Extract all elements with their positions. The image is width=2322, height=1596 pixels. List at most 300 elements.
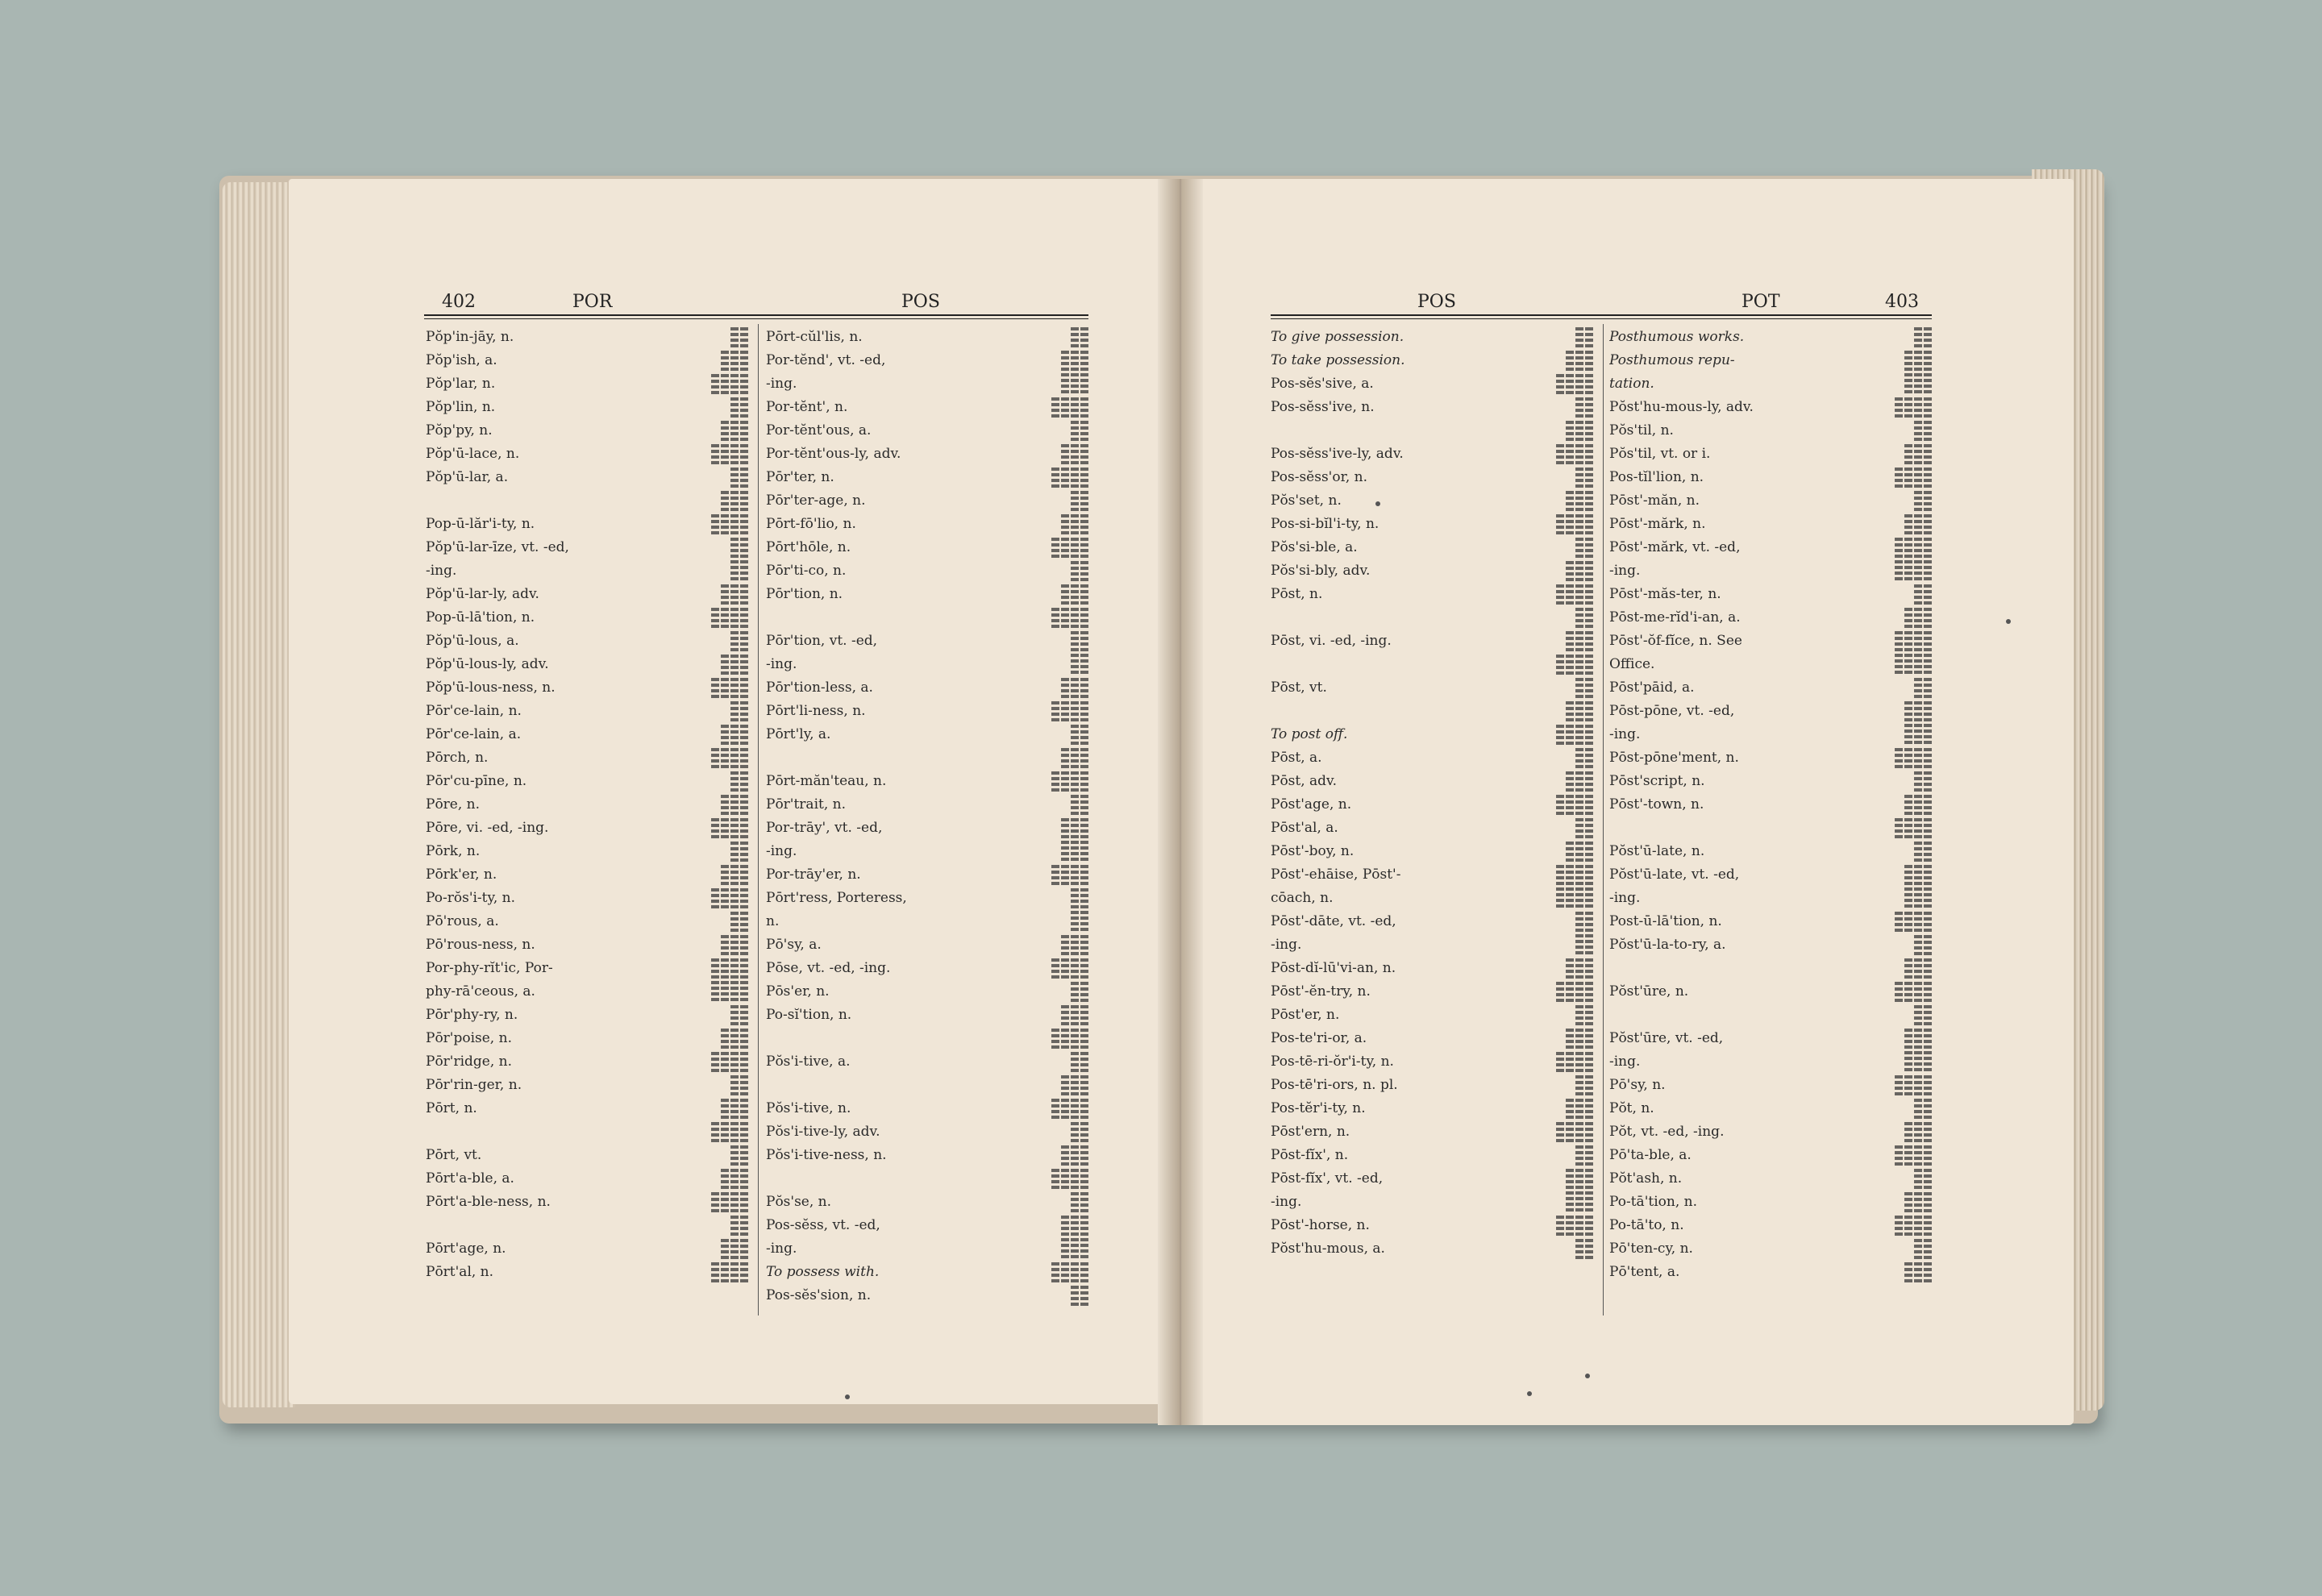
- gloss-column-mark: [1904, 818, 1912, 840]
- gloss-column-mark: [740, 351, 748, 372]
- japanese-gloss-graphic: [730, 840, 748, 863]
- japanese-gloss-graphic: [721, 933, 748, 957]
- gloss-column-mark: [1924, 327, 1932, 349]
- headword: Pōst'-boy, n.: [1271, 843, 1354, 859]
- japanese-gloss-graphic: [1904, 349, 1932, 396]
- header-rule: [1271, 314, 1932, 319]
- gloss-column-mark: [1575, 982, 1583, 1004]
- japanese-gloss-graphic: [1071, 980, 1088, 1004]
- headword: Po-sĭ'tion, n.: [766, 1007, 852, 1023]
- gloss-column-mark: [1904, 748, 1912, 770]
- dictionary-entry: [766, 1284, 1088, 1307]
- gloss-column-mark: [1924, 1099, 1932, 1120]
- gloss-column-mark: [1556, 795, 1564, 817]
- gloss-column-mark: [1895, 631, 1903, 676]
- gloss-column-mark: [721, 818, 729, 840]
- headword: Pŏs'til, n.: [1609, 422, 1674, 438]
- gloss-column-mark: [1566, 1216, 1574, 1237]
- dictionary-entry: [426, 700, 748, 723]
- dictionary-entry: [1609, 817, 1932, 840]
- gloss-column-mark: [1051, 468, 1059, 489]
- gloss-column-mark: [721, 584, 729, 606]
- japanese-gloss-graphic: [1071, 1284, 1088, 1307]
- dictionary-entry: [1609, 957, 1932, 980]
- gloss-column-mark: [1575, 1122, 1583, 1144]
- gloss-column-mark: [721, 1052, 729, 1074]
- dictionary-entry: [766, 1144, 1088, 1167]
- gloss-column-mark: [1071, 1145, 1079, 1167]
- gloss-column-mark: [1585, 561, 1593, 583]
- gloss-column-mark: [1080, 1286, 1088, 1307]
- gloss-column-mark: [1575, 958, 1583, 980]
- japanese-gloss-graphic: [1051, 1167, 1088, 1191]
- headword: Por-tĕnd', vt. -ed, -ing.: [766, 352, 886, 392]
- japanese-gloss-graphic: [721, 349, 748, 372]
- gloss-column-mark: [1051, 771, 1059, 793]
- headword: Pōst-me-rĭd'i-an, a.: [1609, 609, 1741, 626]
- headword: Pŏt'ash, n.: [1609, 1170, 1683, 1187]
- japanese-gloss-graphic: [1556, 372, 1593, 396]
- gloss-column-mark: [730, 818, 739, 840]
- headword: Pŏst'ū-late, n.: [1609, 843, 1705, 859]
- dictionary-entry: [1609, 1120, 1932, 1144]
- gloss-column-mark: [1556, 374, 1564, 396]
- japanese-gloss-graphic: [1914, 1167, 1932, 1191]
- gloss-column-mark: [1924, 935, 1932, 957]
- headword: Pō'sy, a.: [766, 937, 822, 953]
- left-page-header: [442, 292, 1087, 314]
- gloss-column-mark: [1914, 795, 1922, 817]
- gloss-column-mark: [1904, 912, 1912, 933]
- headword: Pōst'er, n.: [1271, 1007, 1340, 1023]
- gloss-column-mark: [721, 1239, 729, 1261]
- dictionary-entry: [766, 723, 1088, 746]
- column-rule: [758, 324, 759, 1315]
- headword: Pos-tē-ri-ŏr'i-ty, n.: [1271, 1054, 1394, 1070]
- dictionary-entry: [766, 770, 1088, 793]
- gloss-column-mark: [1061, 1005, 1069, 1027]
- japanese-gloss-graphic: [711, 513, 748, 536]
- headword: Pōst'pāid, a.: [1609, 680, 1695, 696]
- headword: Pŏs'til, vt. or i.: [1609, 446, 1711, 462]
- dictionary-entry: [426, 1237, 748, 1261]
- gloss-column-mark: [1566, 771, 1574, 793]
- headword: Pos-tĭl'lion, n.: [1609, 469, 1704, 485]
- headword: Pō'ta-ble, a.: [1609, 1147, 1692, 1163]
- gloss-column-mark: [1071, 631, 1079, 676]
- dictionary-entry: [766, 1004, 1088, 1027]
- gloss-column-mark: [1914, 397, 1922, 419]
- gloss-column-mark: [1061, 1216, 1069, 1261]
- headword: Pō'rous, a.: [426, 913, 499, 929]
- japanese-gloss-graphic: [1061, 1074, 1088, 1097]
- japanese-gloss-graphic: [730, 536, 748, 583]
- book-gutter: [1158, 179, 1203, 1425]
- gloss-column-mark: [1566, 865, 1574, 910]
- dictionary-entry: [426, 443, 748, 466]
- japanese-gloss-graphic: [1575, 326, 1593, 349]
- headword: Posthumous works.: [1609, 329, 1745, 345]
- gloss-column-mark: [1556, 584, 1564, 606]
- gloss-column-mark: [740, 1169, 748, 1191]
- headword: Pos-tē'ri-ors, n. pl.: [1271, 1077, 1398, 1093]
- gloss-column-mark: [1914, 327, 1922, 349]
- gloss-column-mark: [1924, 771, 1932, 793]
- ink-spot: [845, 1394, 850, 1399]
- gloss-column-mark: [1080, 1099, 1088, 1120]
- japanese-gloss-graphic: [730, 1144, 748, 1167]
- headword: Pōrt'al, n.: [426, 1264, 494, 1280]
- japanese-gloss-graphic: [1061, 746, 1088, 770]
- gloss-column-mark: [1585, 584, 1593, 606]
- gloss-column-mark: [740, 842, 748, 863]
- gloss-column-mark: [1585, 982, 1593, 1004]
- gloss-column-mark: [721, 608, 729, 630]
- dictionary-entry: [1609, 863, 1932, 910]
- japanese-gloss-graphic: [1895, 980, 1932, 1004]
- gloss-column-mark: [1575, 514, 1583, 536]
- japanese-gloss-graphic: [730, 700, 748, 723]
- japanese-gloss-graphic: [1566, 1027, 1593, 1050]
- gloss-column-mark: [1061, 397, 1069, 419]
- gloss-column-mark: [1071, 678, 1079, 700]
- headword: Pōst'script, n.: [1609, 773, 1705, 789]
- japanese-gloss-graphic: [1895, 630, 1932, 676]
- dictionary-entry: [426, 933, 748, 957]
- dictionary-entry: [1271, 1167, 1593, 1214]
- gloss-column-mark: [1566, 631, 1574, 653]
- gloss-column-mark: [1080, 514, 1088, 536]
- dictionary-entry: [766, 817, 1088, 863]
- gloss-column-mark: [740, 1052, 748, 1074]
- gloss-column-mark: [1566, 958, 1574, 980]
- japanese-gloss-graphic: [1556, 583, 1593, 606]
- gloss-column-mark: [1061, 1262, 1069, 1284]
- dictionary-entry: [766, 606, 1088, 630]
- dictionary-entry: [426, 723, 748, 746]
- gloss-column-mark: [1904, 1029, 1912, 1074]
- gloss-column-mark: [1914, 491, 1922, 513]
- dictionary-entry: [766, 326, 1088, 349]
- dictionary-entry: [1271, 1237, 1593, 1261]
- gloss-column-mark: [1080, 1029, 1088, 1050]
- dictionary-entry: [766, 700, 1088, 723]
- dictionary-entry: [766, 1214, 1088, 1261]
- gloss-column-mark: [1071, 865, 1079, 887]
- dictionary-entry: [1609, 840, 1932, 863]
- japanese-gloss-graphic: [1071, 1050, 1088, 1074]
- dictionary-entry: [1271, 1050, 1593, 1074]
- gloss-column-mark: [730, 468, 739, 489]
- headword: Pŏs'set, n.: [1271, 493, 1342, 509]
- dictionary-entry: [1609, 770, 1932, 793]
- gloss-column-mark: [1556, 1216, 1564, 1237]
- japanese-gloss-graphic: [1575, 746, 1593, 770]
- gloss-column-mark: [1904, 631, 1912, 676]
- gloss-column-mark: [1061, 1099, 1069, 1120]
- dictionary-entry: [426, 630, 748, 653]
- headword: Pōr'poise, n.: [426, 1030, 512, 1046]
- dictionary-entry: [426, 1214, 748, 1237]
- gloss-column-mark: [1051, 1169, 1059, 1191]
- gloss-column-mark: [1924, 982, 1932, 1004]
- gloss-column-mark: [1575, 865, 1583, 910]
- gloss-column-mark: [1895, 397, 1903, 419]
- gloss-column-mark: [730, 748, 739, 770]
- gloss-column-mark: [1051, 701, 1059, 723]
- japanese-gloss-graphic: [1071, 326, 1088, 349]
- gloss-column-mark: [721, 725, 729, 746]
- header-guide-word-right: POT: [1742, 292, 1780, 312]
- gloss-column-mark: [711, 888, 719, 910]
- gloss-column-mark: [1904, 1122, 1912, 1144]
- headword: Pŏst'ū-late, vt. -ed, -ing.: [1609, 867, 1740, 906]
- japanese-gloss-graphic: [1556, 513, 1593, 536]
- headword: Pōrt'hōle, n.: [766, 539, 851, 555]
- dictionary-entry: [1609, 419, 1932, 443]
- gloss-column-mark: [1575, 818, 1583, 840]
- gloss-column-mark: [730, 725, 739, 746]
- headword: To possess with.: [766, 1264, 880, 1280]
- dictionary-entry: [766, 676, 1088, 700]
- headword: Pŏp'py, n.: [426, 422, 493, 438]
- gloss-column-mark: [1924, 842, 1932, 863]
- gloss-column-mark: [1071, 491, 1079, 513]
- gloss-column-mark: [1585, 1099, 1593, 1120]
- gloss-column-mark: [1556, 725, 1564, 746]
- gloss-column-mark: [1071, 351, 1079, 396]
- gloss-column-mark: [711, 1262, 719, 1284]
- dictionary-entry: [1271, 723, 1593, 746]
- japanese-gloss-graphic: [721, 1027, 748, 1050]
- gloss-column-mark: [1585, 655, 1593, 676]
- gloss-column-mark: [1585, 865, 1593, 910]
- gloss-column-mark: [740, 374, 748, 396]
- headword: Pŏp'lin, n.: [426, 399, 496, 415]
- headword: Pōrt-fō'lio, n.: [766, 516, 856, 532]
- gloss-column-mark: [740, 678, 748, 700]
- gloss-column-mark: [1575, 1052, 1583, 1074]
- gloss-column-mark: [1556, 865, 1564, 910]
- gloss-column-mark: [730, 771, 739, 793]
- gloss-column-mark: [1051, 538, 1059, 559]
- dictionary-entry: [766, 746, 1088, 770]
- headword: Pōst'ern, n.: [1271, 1124, 1350, 1140]
- gloss-column-mark: [1914, 842, 1922, 863]
- japanese-gloss-graphic: [1575, 910, 1593, 957]
- gloss-column-mark: [1080, 678, 1088, 700]
- headword: Pōst, n.: [1271, 586, 1323, 602]
- gloss-column-mark: [1914, 958, 1922, 980]
- gloss-column-mark: [1071, 1262, 1079, 1284]
- headword: Pōrch, n.: [426, 750, 489, 766]
- japanese-gloss-graphic: [1071, 887, 1088, 933]
- japanese-gloss-graphic: [1895, 536, 1932, 583]
- gloss-column-mark: [1080, 608, 1088, 630]
- gloss-column-mark: [1575, 748, 1583, 770]
- dictionary-entry: [1609, 536, 1932, 583]
- header-guide-word-right: POS: [901, 292, 940, 312]
- headword: Pōst'-mărk, vt. -ed, -ing.: [1609, 539, 1741, 579]
- gloss-column-mark: [1585, 748, 1593, 770]
- dictionary-entry: [1271, 1214, 1593, 1237]
- gloss-column-mark: [1071, 818, 1079, 863]
- right-page-column-1: [1271, 326, 1593, 1261]
- headword: Por-phy-rĭt'ic, Por- phy-rā'ceous, a.: [426, 960, 553, 1000]
- gloss-column-mark: [1061, 771, 1069, 793]
- gloss-column-mark: [1895, 1075, 1903, 1097]
- gloss-column-mark: [1914, 1145, 1922, 1167]
- dictionary-entry: [1609, 933, 1932, 957]
- gloss-column-mark: [1904, 538, 1912, 583]
- japanese-gloss-graphic: [730, 1004, 748, 1027]
- japanese-gloss-graphic: [1071, 1191, 1088, 1214]
- dictionary-entry: [1271, 1004, 1593, 1027]
- gloss-column-mark: [1566, 1169, 1574, 1214]
- japanese-gloss-graphic: [721, 863, 748, 887]
- gloss-column-mark: [740, 725, 748, 746]
- dictionary-entry: [1271, 1144, 1593, 1167]
- gloss-column-mark: [1585, 491, 1593, 513]
- gloss-column-mark: [711, 514, 719, 536]
- japanese-gloss-graphic: [711, 817, 748, 840]
- gloss-column-mark: [1914, 1005, 1922, 1027]
- gloss-column-mark: [1924, 1005, 1932, 1027]
- gloss-column-mark: [740, 912, 748, 933]
- left-page-column-2: [766, 326, 1088, 1307]
- gloss-column-mark: [1071, 1216, 1079, 1261]
- japanese-gloss-graphic: [1566, 957, 1593, 980]
- dictionary-entry: [426, 1074, 748, 1097]
- gloss-column-mark: [1895, 912, 1903, 933]
- dictionary-entry: [1609, 1237, 1932, 1261]
- gloss-column-mark: [1080, 561, 1088, 583]
- gloss-column-mark: [1904, 608, 1912, 630]
- gloss-column-mark: [711, 1192, 719, 1214]
- right-page-column-2: [1609, 326, 1932, 1284]
- gloss-column-mark: [1914, 1192, 1922, 1214]
- japanese-gloss-graphic: [1051, 957, 1088, 980]
- page-edges-left: [223, 182, 295, 1407]
- dictionary-entry: [1609, 910, 1932, 933]
- gloss-column-mark: [1566, 491, 1574, 513]
- japanese-gloss-graphic: [1051, 606, 1088, 630]
- gloss-column-mark: [740, 608, 748, 630]
- headword: Pŏs'i-tive, a.: [766, 1054, 851, 1070]
- headword: Pŏs'i-tive-ness, n.: [766, 1147, 887, 1163]
- gloss-column-mark: [1071, 1005, 1079, 1027]
- gloss-column-mark: [1585, 397, 1593, 419]
- gloss-column-mark: [740, 888, 748, 910]
- gloss-column-mark: [1914, 351, 1922, 396]
- gloss-column-mark: [1585, 327, 1593, 349]
- headword: Pōst'-ehāise, Pōst'- cōach, n.: [1271, 867, 1401, 906]
- dictionary-entry: [766, 583, 1088, 606]
- dictionary-entry: [1609, 396, 1932, 419]
- gloss-column-mark: [1585, 468, 1593, 489]
- dictionary-entry: [1271, 910, 1593, 957]
- dictionary-entry: [426, 817, 748, 840]
- dictionary-entry: [426, 770, 748, 793]
- gloss-column-mark: [1566, 725, 1574, 746]
- gloss-column-mark: [730, 1005, 739, 1027]
- gloss-column-mark: [1080, 771, 1088, 793]
- gloss-column-mark: [1575, 725, 1583, 746]
- japanese-gloss-graphic: [711, 1120, 748, 1144]
- dictionary-entry: [1271, 396, 1593, 419]
- japanese-gloss-graphic: [1051, 466, 1088, 489]
- dictionary-entry: [1271, 1120, 1593, 1144]
- gloss-column-mark: [1924, 865, 1932, 910]
- headword: Pōr'tion, n.: [766, 586, 843, 602]
- gloss-column-mark: [1924, 491, 1932, 513]
- gloss-column-mark: [740, 584, 748, 606]
- headword: Pōr'ce-lain, n.: [426, 703, 522, 719]
- gloss-column-mark: [1914, 631, 1922, 676]
- gloss-column-mark: [1924, 444, 1932, 466]
- gloss-column-mark: [730, 935, 739, 957]
- gloss-column-mark: [1904, 351, 1912, 396]
- gloss-column-mark: [1061, 538, 1069, 559]
- headword: Pos-te'ri-or, a.: [1271, 1030, 1367, 1046]
- dictionary-entry: [426, 676, 748, 700]
- gloss-column-mark: [730, 631, 739, 653]
- headword: Pōst'-dāte, vt. -ed, -ing.: [1271, 913, 1396, 953]
- gloss-column-mark: [740, 1262, 748, 1284]
- gloss-column-mark: [1071, 561, 1079, 583]
- japanese-gloss-graphic: [730, 910, 748, 933]
- headword: Pŏp'lar, n.: [426, 376, 496, 392]
- japanese-gloss-graphic: [1895, 1144, 1932, 1167]
- gloss-column-mark: [1071, 725, 1079, 746]
- gloss-column-mark: [730, 1239, 739, 1261]
- japanese-gloss-graphic: [1904, 443, 1932, 466]
- gloss-column-mark: [1914, 1075, 1922, 1097]
- gloss-column-mark: [730, 842, 739, 863]
- japanese-gloss-graphic: [1061, 676, 1088, 700]
- japanese-gloss-graphic: [1051, 536, 1088, 559]
- japanese-gloss-graphic: [721, 1237, 748, 1261]
- gloss-column-mark: [1585, 1145, 1593, 1167]
- gloss-column-mark: [1924, 608, 1932, 630]
- dictionary-entry: [426, 583, 748, 606]
- gloss-column-mark: [1575, 1145, 1583, 1167]
- japanese-gloss-graphic: [1895, 466, 1932, 489]
- gloss-column-mark: [1080, 888, 1088, 933]
- gloss-column-mark: [1071, 1169, 1079, 1191]
- headword: Pōst'-mărk, n.: [1609, 516, 1706, 532]
- gloss-column-mark: [1895, 982, 1903, 1004]
- gloss-column-mark: [1585, 1169, 1593, 1214]
- dictionary-entry: [766, 793, 1088, 817]
- japanese-gloss-graphic: [1575, 817, 1593, 840]
- header-guide-word-left: POR: [572, 292, 613, 312]
- gloss-column-mark: [1080, 935, 1088, 957]
- gloss-column-mark: [1904, 982, 1912, 1004]
- dictionary-entry: [426, 1144, 748, 1167]
- dictionary-entry: [1609, 1214, 1932, 1237]
- japanese-gloss-graphic: [721, 489, 748, 513]
- gloss-column-mark: [1585, 795, 1593, 817]
- gloss-column-mark: [711, 678, 719, 700]
- gloss-column-mark: [740, 631, 748, 653]
- dictionary-entry: [426, 957, 748, 1004]
- japanese-gloss-graphic: [1556, 1120, 1593, 1144]
- gloss-column-mark: [740, 1122, 748, 1144]
- gloss-column-mark: [1914, 1169, 1922, 1191]
- gloss-column-mark: [740, 795, 748, 817]
- gloss-column-mark: [730, 1169, 739, 1191]
